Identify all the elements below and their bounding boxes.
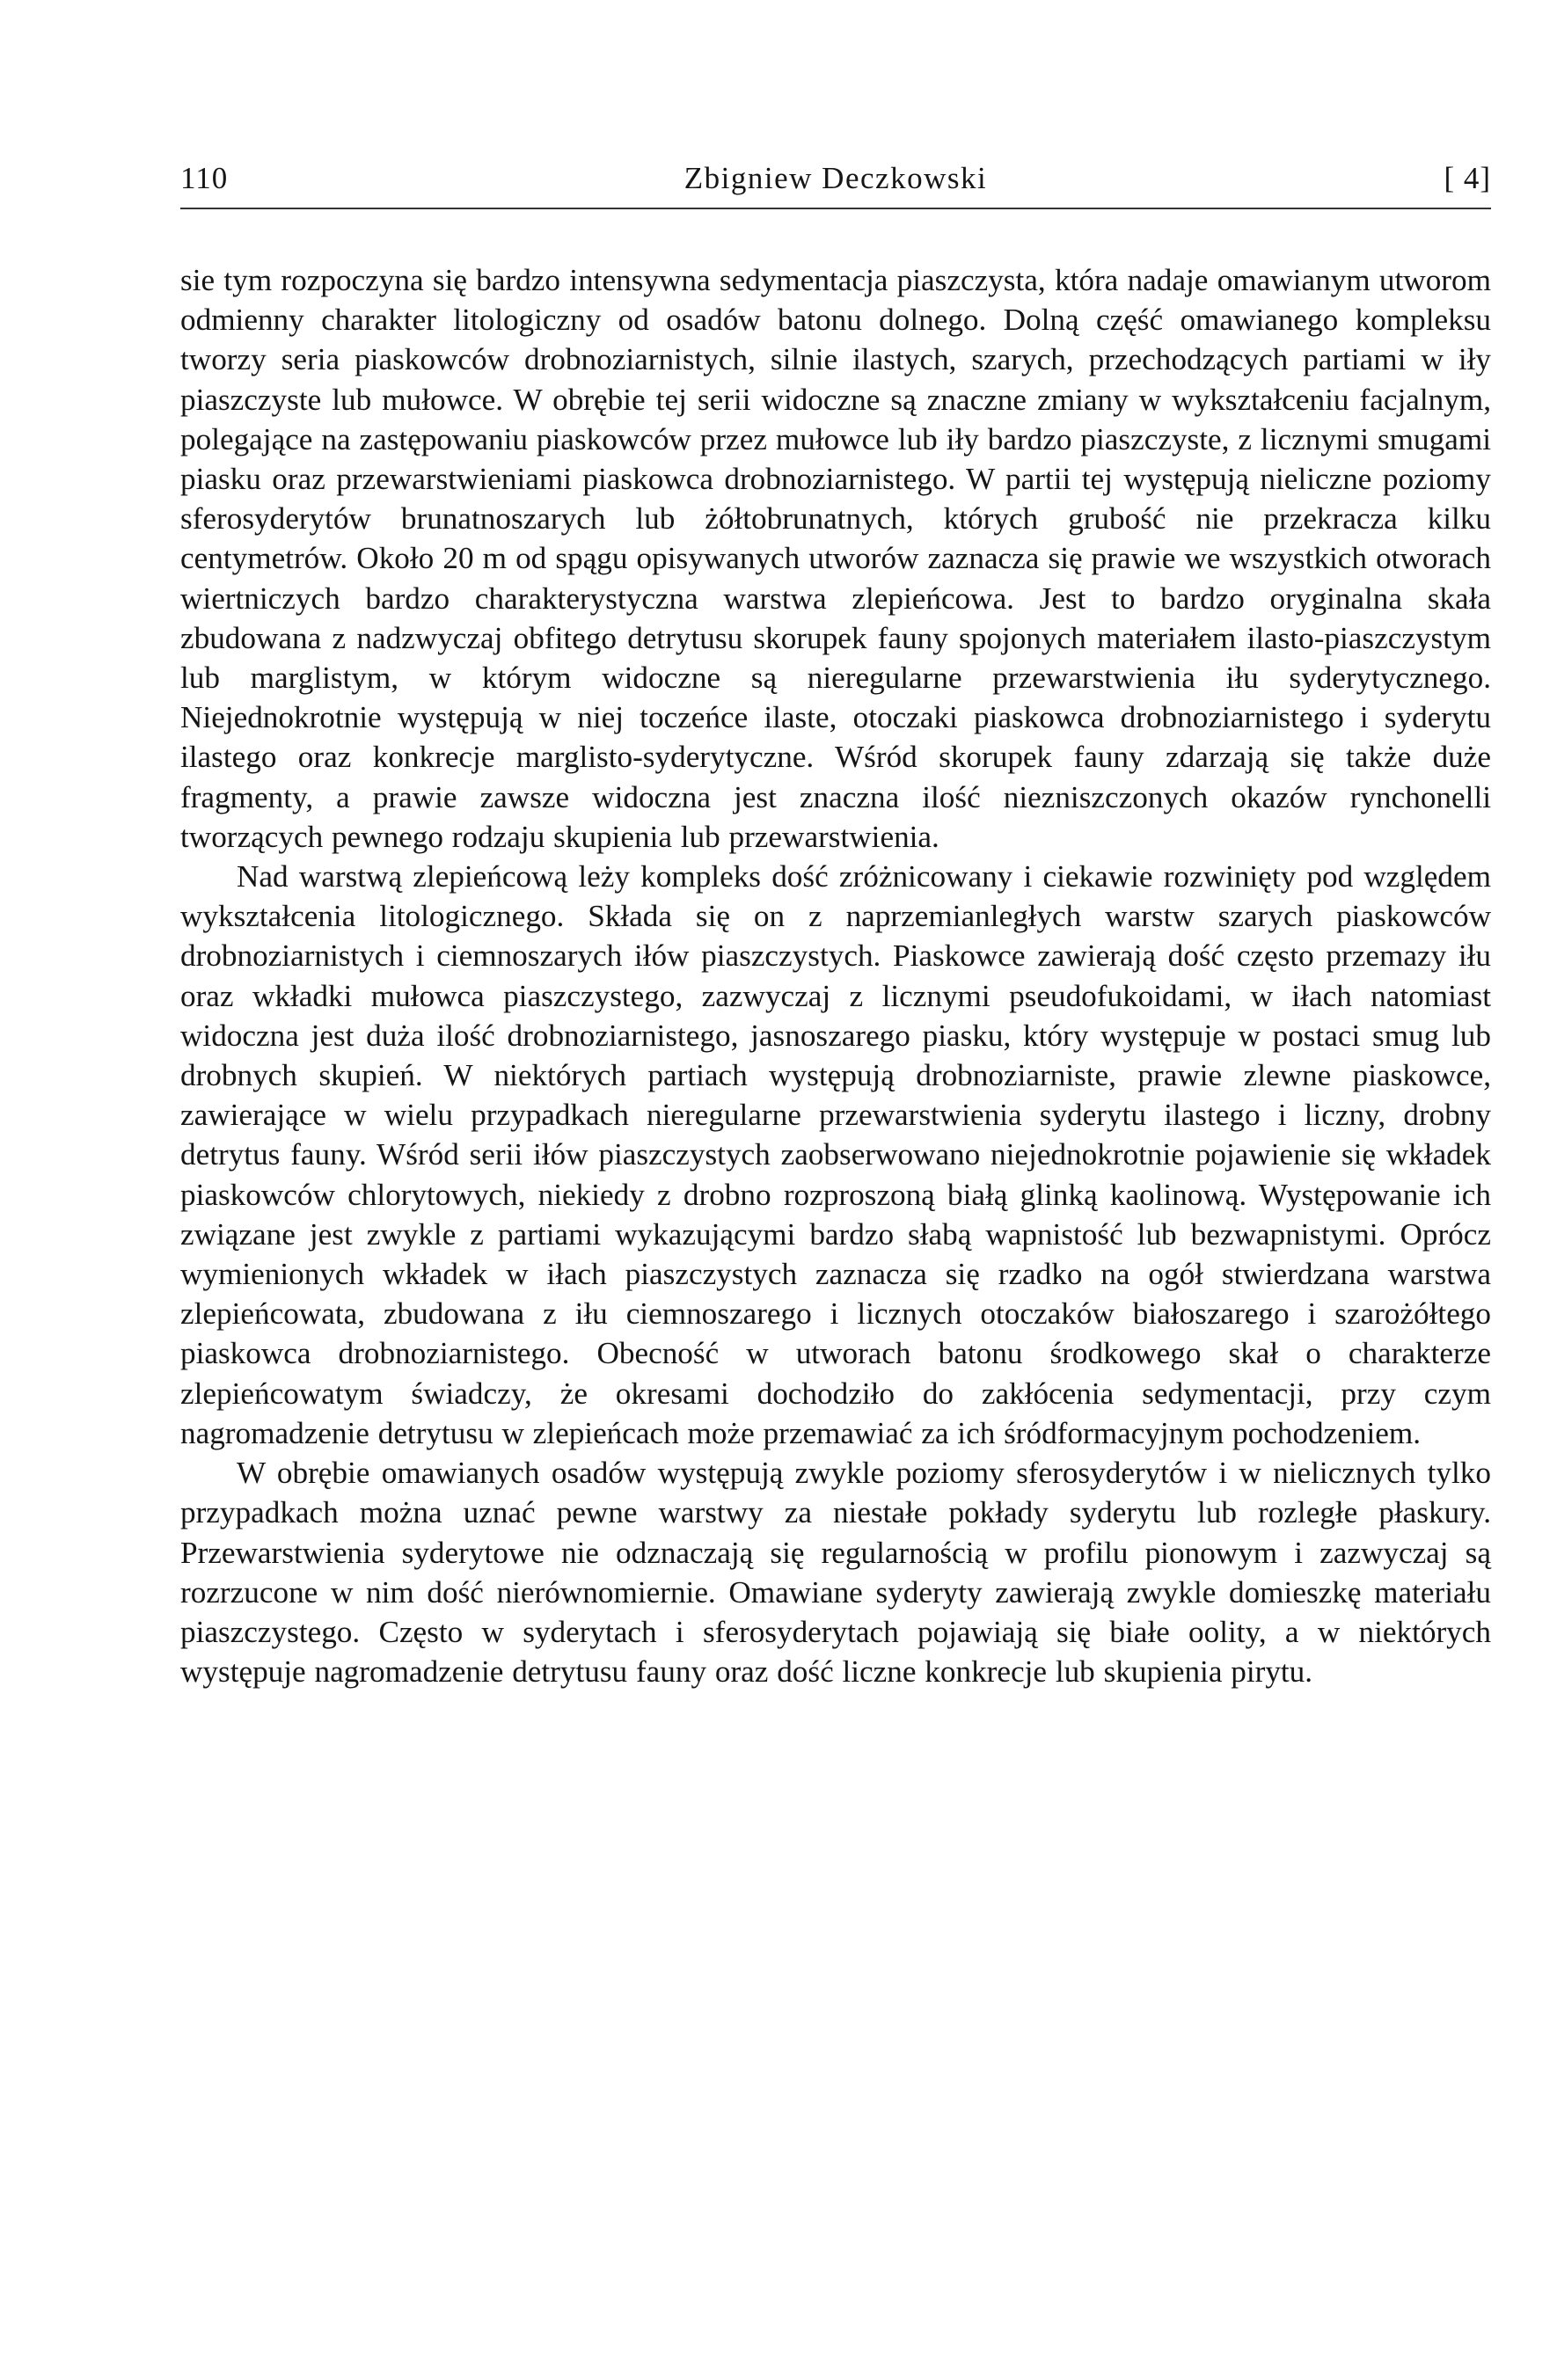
paragraph-2: Nad warstwą zlepieńcową leży kompleks dość zróżnicowany i ciekawie rozwinięty pod względem wykształcenia litologicznego. Składa się on z naprzemianległych warstw szarych piaskowców drobnoziarnistych i ciemnoszarych iłów piaszczystych. Piaskowce zawierają dość często przemazy iłu oraz wkładki mułowca piaszczystego, zazwyczaj z licznymi pseudofukoidami, w iłach natomiast widoczna jest duża ilość drobnoziarnistego, jasnoszarego piasku, który występuje w postaci smug lub drobnych skupień. W niektórych partiach występują drobnoziarniste, prawie zlewne piaskowce, zawierające w wielu przypadkach nieregularne przewarstwienia syderytu ilastego i liczny, drobny detrytus fauny. Wśród serii iłów piaszczystych zaobserwowano niejednokrotnie pojawienie się wkładek piaskowców chlorytowych, niekiedy z drobno rozproszoną białą glinką kaolinową. Występowanie ich związane jest zwykle z partiami wykazującymi bardzo słabą wapnistość lub bezwapnistymi. Oprócz wymienionych wkładek w iłach piaszczystych zaznacza się rzadko na ogół stwierdzana warstwa zlepieńcowata, zbudowana z iłu ciemnoszarego i licznych otoczaków białoszarego i szarożółtego piaskowca drobnoziarnistego. Obecność w utworach batonu środkowego skał o charakterze zlepieńcowatym świadczy, że okresami dochodziło do zakłócenia sedymentacji, przy czym nagromadzenie detrytusu w zlepieńcach może przemawiać za ich śródformacyjnym pochodzeniem. bbox=[180, 859, 1491, 1450]
running-header bbox=[180, 157, 1491, 201]
paragraph-1: sie tym rozpoczyna się bardzo intensywna sedymentacja piaszczysta, która nadaje omawianym utworom odmienny charakter litologiczny od osadów batonu dolnego. Dolną część omawianego kompleksu tworzy seria piaskowców drobnoziarnistych, silnie ilastych, szarych, przechodzących partiami w iły piaszczyste lub mułowce. W obrębie tej serii widoczne są znaczne zmiany w wykształceniu facjalnym, polegające na zastępowaniu piaskowców przez mułowce lub iły bardzo piaszczyste, z licznymi smugami piasku oraz przewarstwieniami piaskowca drobnoziarnistego. W partii tej występują nieliczne poziomy sferosyderytów brunatnoszarych lub żółtobrunatnych, których grubość nie przekracza kilku centymetrów. Około 20 m od spągu opisywanych utworów zaznacza się prawie we wszystkich otworach wiertniczych bardzo charakterystyczna warstwa zlepieńcowa. Jest to bardzo oryginalna skała zbudowana z nadzwyczaj obfitego detrytusu skorupek fauny spojonych materiałem ilasto-piaszczystym lub marglistym, w którym widoczne są nieregularne przewarstwienia iłu syderytycznego. Niejednokrotnie występują w niej toczeńce ilaste, otoczaki piaskowca drobnoziarnistego i syderytu ilastego oraz konkrecje marglisto-syderytyczne. Wśród skorupek fauny zdarzają się także duże fragmenty, a prawie zawsze widoczna jest znaczna ilość niezniszczonych okazów rynchonelli tworzących pewnego rodzaju skupienia lub przewarstwienia. bbox=[180, 263, 1491, 854]
body-text bbox=[180, 260, 1491, 1691]
header-rule bbox=[180, 208, 1491, 209]
section-number: [ 4] bbox=[1444, 161, 1491, 195]
page-number: 110 bbox=[180, 161, 229, 195]
paragraph-3: W obrębie omawianych osadów występują zwykle poziomy sferosyderytów i w nielicznych tylko przypadkach można uznać pewne warstwy za niestałe pokłady syderytu lub rozległe płaskury. Przewarstwienia syderytowe nie odznaczają się regularnością w profilu pionowym i zazwyczaj są rozrzucone w nim dość nierównomiernie. Omawiane syderyty zawierają zwykle domieszkę materiału piaszczystego. Często w syderytach i sferosyderytach pojawiają się białe oolity, a w niektórych występuje nagromadzenie detrytusu fauny oraz dość liczne konkrecje lub skupienia pirytu. bbox=[180, 1456, 1491, 1690]
running-header-author: Zbigniew Deczkowski bbox=[683, 161, 988, 195]
